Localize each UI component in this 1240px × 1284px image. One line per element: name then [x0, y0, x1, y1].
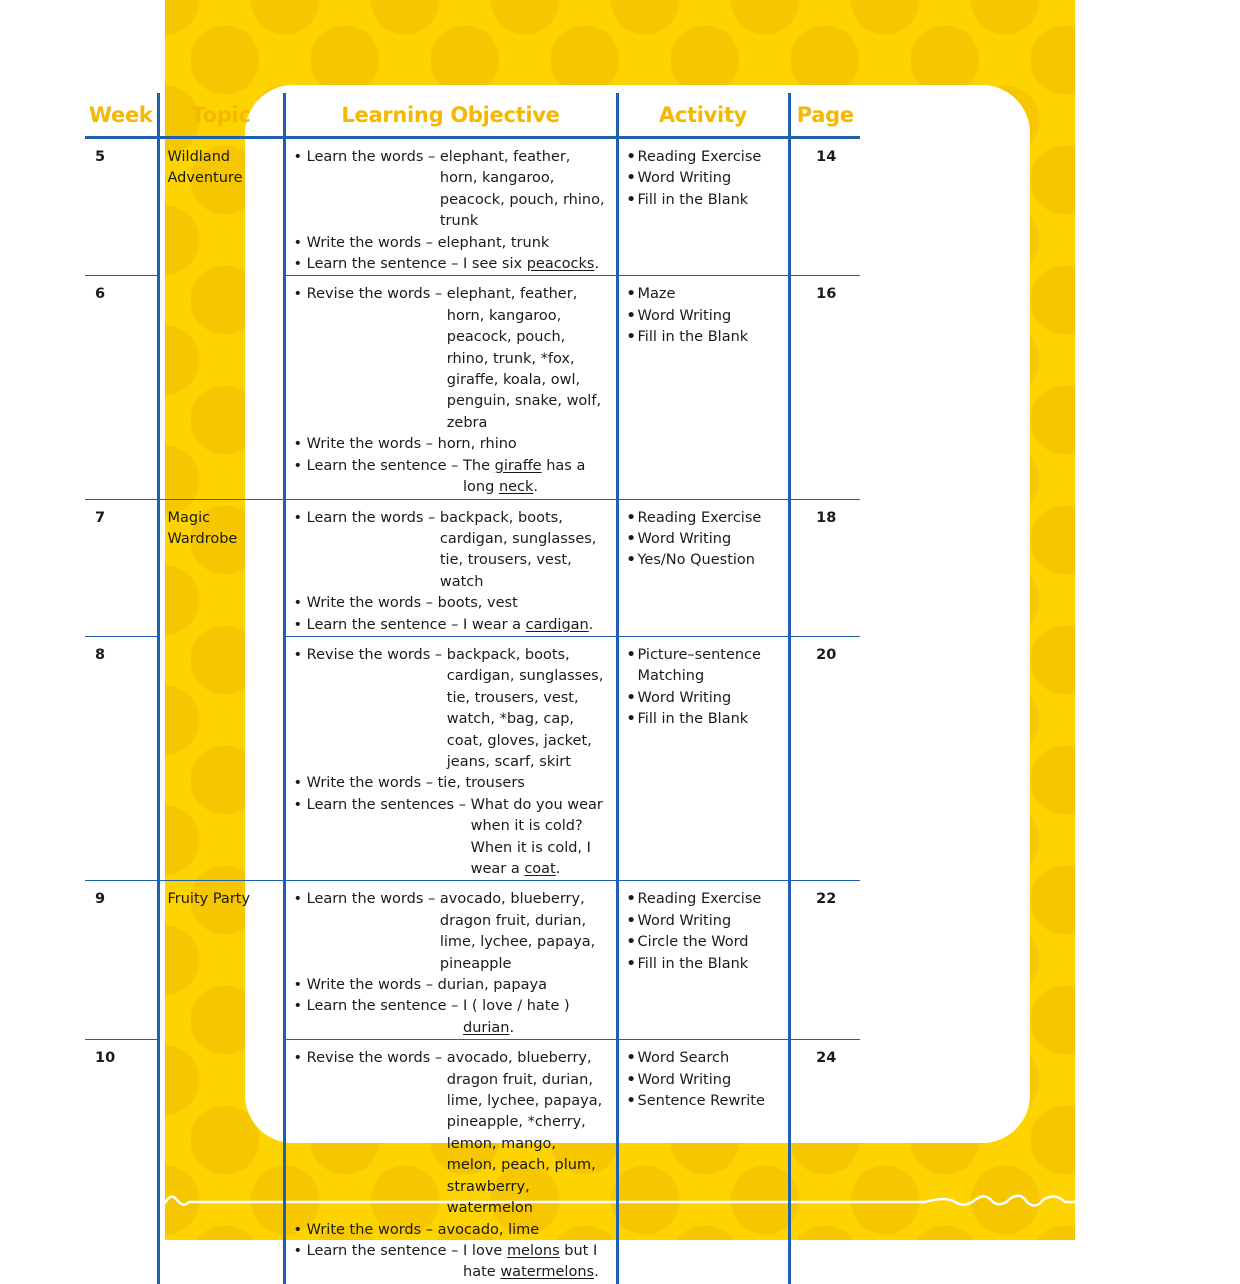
- underlined-word: coat: [524, 861, 556, 877]
- page-number: 18: [789, 499, 860, 636]
- page-number: 20: [789, 636, 860, 880]
- week-number: 7: [85, 499, 158, 636]
- activity-item: • Word Writing: [626, 1071, 732, 1088]
- sentence-text: .: [588, 616, 594, 633]
- activity-item: • Maze: [626, 286, 676, 303]
- sentence-text: has a long: [463, 457, 586, 496]
- objective-words: horn, rhino: [437, 436, 517, 453]
- objective-words: boots, vest: [437, 595, 518, 612]
- objective-label: • Learn the sentence –: [293, 256, 459, 273]
- topic-name: [158, 276, 284, 499]
- objective-words: elephant, feather, horn, kangaroo, peacock, pouch, rhino, trunk, *fox, giraffe, koala, owl, penguin, snake, wolf, zebra: [446, 286, 602, 431]
- header-learning-objective: Learning Objective: [284, 93, 617, 138]
- week-number: 5: [85, 138, 158, 276]
- learning-objective-cell: [284, 138, 617, 276]
- objective-label: • Revise the words –: [293, 646, 443, 663]
- learning-objective-cell: [284, 881, 617, 1040]
- activity-cell: [617, 276, 789, 499]
- objective-label: • Write the words –: [293, 775, 434, 792]
- underlined-word: durian: [463, 1019, 510, 1036]
- underlined-word: peacocks: [526, 256, 595, 273]
- activity-cell: [617, 636, 789, 880]
- objective-words: avocado, blueberry, dragon fruit, durian, lime, lychee, papaya, pineapple, *cherry, lemon, mango, melon, peach, plum, strawberry, watermelon: [446, 1050, 603, 1217]
- activity-item: • Word Writing: [626, 170, 732, 187]
- activity-item: • Fill in the Blank: [626, 711, 749, 728]
- activity-item: • Word Writing: [626, 530, 732, 547]
- activity-item: • Reading Exercise: [626, 509, 762, 526]
- activity-item: • Word Writing: [626, 912, 732, 929]
- activity-item: • Fill in the Blank: [626, 191, 749, 208]
- table-row: [85, 499, 860, 636]
- topic-name: Fruity Party: [158, 881, 284, 1040]
- header-page: Page: [789, 93, 860, 138]
- objective-label: • Learn the words –: [293, 891, 436, 908]
- activity-item: • Reading Exercise: [626, 149, 762, 165]
- objective-label: • Write the words –: [293, 436, 434, 453]
- objective-label: • Revise the words –: [293, 1050, 443, 1067]
- activity-cell: [617, 138, 789, 276]
- underlined-word: watermelons: [500, 1264, 595, 1281]
- sentence-text: .: [594, 1264, 599, 1281]
- topic-name: Wildland Adventure: [158, 138, 284, 276]
- lesson-plan-table: [85, 93, 860, 1284]
- sentence-text: The: [463, 457, 490, 474]
- week-number: 9: [85, 881, 158, 1040]
- sentence-text: but I hate: [463, 1242, 598, 1281]
- objective-words: backpack, boots, cardigan, sunglasses, tie, trousers, vest, watch: [439, 509, 597, 590]
- objective-words: elephant, trunk: [437, 234, 550, 251]
- activity-item: • Circle the Word: [626, 934, 749, 951]
- week-number: 6: [85, 276, 158, 499]
- header-week: Week: [85, 93, 158, 138]
- underlined-word: giraffe: [494, 457, 542, 474]
- sentence-text: .: [555, 861, 561, 877]
- objective-label: • Revise the words –: [293, 286, 443, 303]
- topic-name: Magic Wardrobe: [158, 499, 284, 636]
- learning-objective-cell: [284, 276, 617, 499]
- objective-label: • Learn the sentence –: [293, 998, 459, 1015]
- page-number: 16: [789, 276, 860, 499]
- objective-words: avocado, lime: [437, 1221, 540, 1238]
- objective-words: durian, papaya: [437, 977, 547, 994]
- table-row: [85, 138, 860, 276]
- week-number: 10: [95, 1050, 116, 1067]
- page-number: 22: [789, 881, 860, 1040]
- sentence-text: .: [594, 256, 600, 273]
- sentence-text: I wear a: [463, 616, 522, 633]
- sentence-text: I ( love / hate ): [463, 998, 570, 1015]
- objective-words: avocado, blueberry, dragon fruit, durian, lime, lychee, papaya, pineapple: [439, 891, 596, 972]
- header-activity: Activity: [617, 93, 789, 138]
- table-row: [85, 276, 860, 499]
- underlined-word: neck: [498, 479, 534, 496]
- header-topic: Topic: [158, 93, 284, 138]
- activity-item: • Word Search: [626, 1050, 730, 1067]
- objective-words: tie, trousers: [437, 775, 525, 792]
- page-number: 24: [789, 1040, 860, 1284]
- objective-label: • Learn the words –: [293, 149, 436, 165]
- sentence-text: When it is cold, I wear a: [470, 839, 591, 877]
- sentence-text: I see six: [463, 256, 523, 273]
- objective-words: backpack, boots, cardigan, sunglasses, tie, trousers, vest, watch, *bag, cap, coat, gloves, jacket, jeans, scarf, skirt: [446, 646, 604, 770]
- topic-name: [158, 636, 284, 880]
- activity-cell: [617, 881, 789, 1040]
- learning-objective-cell: [284, 499, 617, 636]
- objective-label: • Learn the sentence –: [293, 1242, 459, 1259]
- objective-label: • Learn the words –: [293, 509, 436, 526]
- underlined-word: melons: [506, 1242, 560, 1259]
- sentence-text: .: [509, 1019, 515, 1036]
- sentence-text: I love: [463, 1242, 503, 1259]
- activity-item: • Reading Exercise: [626, 891, 762, 908]
- objective-label: • Write the words –: [293, 595, 434, 612]
- table-row: [85, 1040, 860, 1284]
- objective-label: • Learn the sentences –: [293, 796, 466, 813]
- objective-label: • Learn the sentence –: [293, 616, 459, 633]
- learning-objective-cell: [284, 636, 617, 880]
- week-number: 8: [85, 636, 158, 880]
- objective-label: • Write the words –: [293, 234, 434, 251]
- activity-cell: [617, 1040, 789, 1284]
- table-row: [85, 881, 860, 1040]
- topic-name: [158, 1040, 284, 1284]
- sentence-text: .: [533, 479, 539, 496]
- activity-item: • Sentence Rewrite: [626, 1093, 765, 1110]
- sentence-text: What do you wear when it is cold?: [470, 796, 603, 835]
- objective-words: elephant, feather, horn, kangaroo, peacock, pouch, rhino, trunk: [439, 149, 605, 230]
- objective-label: • Write the words –: [293, 977, 434, 994]
- activity-item: • Word Writing: [626, 307, 732, 324]
- page-number: 14: [789, 138, 860, 276]
- table-header-row: [85, 93, 860, 138]
- activity-item: • Fill in the Blank: [626, 955, 749, 972]
- underlined-word: cardigan: [525, 616, 589, 633]
- objective-label: • Write the words –: [293, 1221, 434, 1238]
- learning-objective-cell: [284, 1040, 617, 1284]
- activity-cell: [617, 499, 789, 636]
- activity-item: • Word Writing: [626, 689, 732, 706]
- objective-label: • Learn the sentence –: [293, 457, 459, 474]
- activity-item: • Yes/No Question: [626, 552, 755, 569]
- activity-item: • Fill in the Blank: [626, 329, 749, 346]
- table-row: [85, 636, 860, 880]
- activity-item: • Picture–sentence Matching: [626, 646, 761, 685]
